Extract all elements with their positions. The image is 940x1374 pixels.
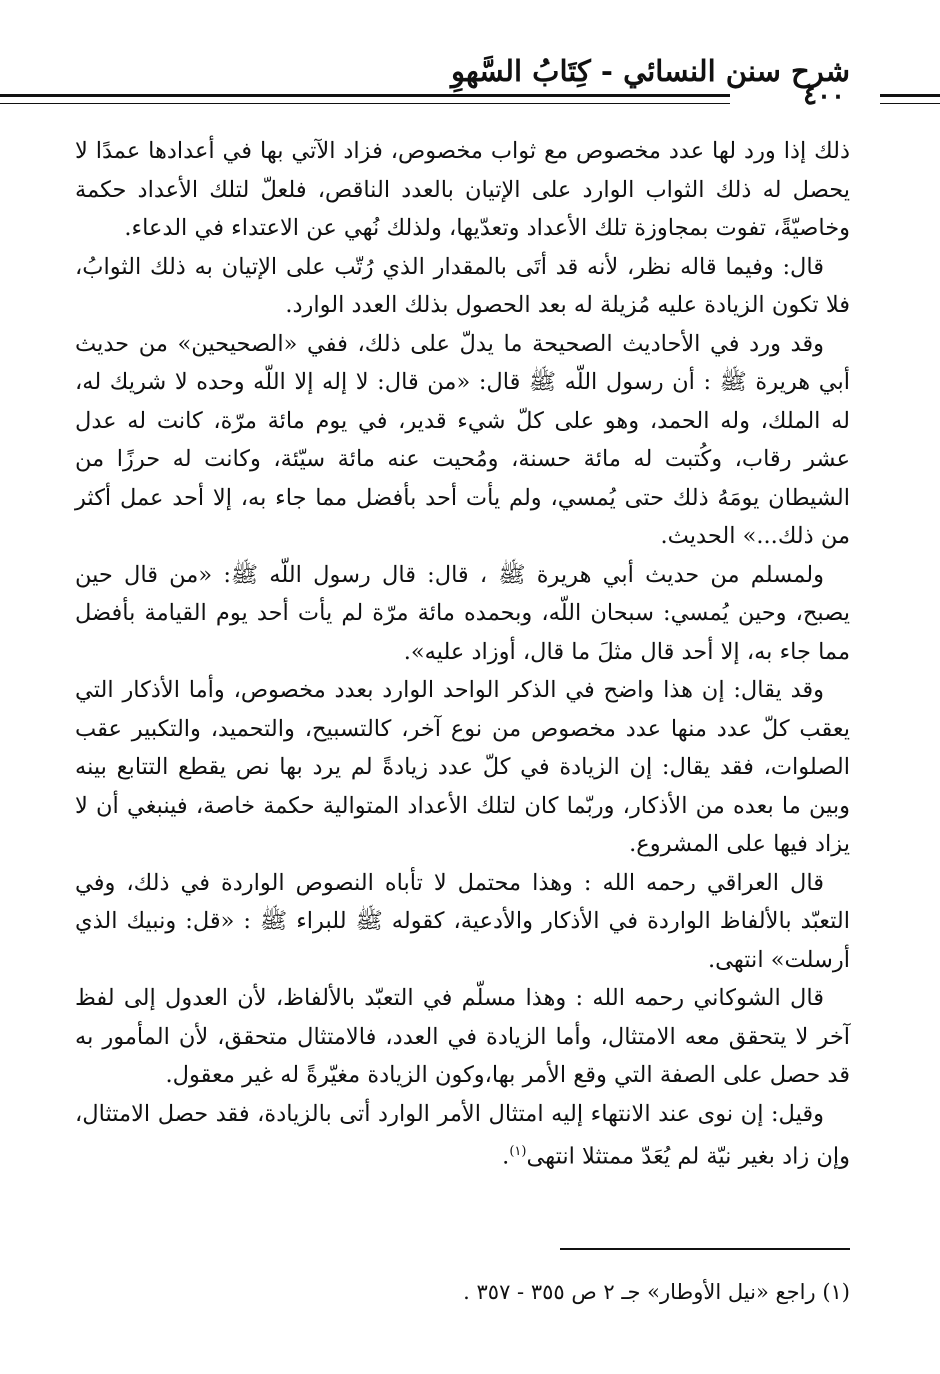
paragraph: قال: وفيما قاله نظر، لأنه قد أتَى بالمقدار الذي رُتّب على الإتيان به ذلك الثوابُ، فلا تكون الزيادة عليه مُزيلة له بعد الحصول بذلك العدد الوارد. — [75, 253, 850, 318]
footnote: (١) راجع «نيل الأوطار» جـ ٢ ص ٣٥٥ - ٣٥٧ . — [463, 1280, 850, 1304]
paragraph: قال الشوكاني رحمه الله : وهذا مسلّم في التعبّد بالألفاظ، لأن العدول إلى لفظ آخر لا يتحقق معه الامتثال، وأما الزيادة في العدد، فالامتثال متحقق، لأن المأمور به قد حصل على الصفة التي وقع الأمر بها،وكون الزيادة مغيّرةً له غير معقول. — [75, 985, 850, 1088]
running-title: شرح سنن النسائي - كِتَابُ السَّهوِ — [450, 54, 850, 88]
paragraph: ولمسلم من حديث أبي هريرة ﷺ ، قال: قال رسول اللّه ﷺ: «من قال حين يصبح، وحين يُمسي: سبحان اللّه، وبحمده مائة مرّة لم يأت أحد يوم القيامة بأفضل مما جاء به، إلا أحد قال مثلَ ما قال، أوزاد عليه». — [75, 561, 850, 665]
footnote-marker: (١) — [509, 1144, 527, 1159]
paragraph: وقد يقال: إن هذا واضح في الذكر الواحد الوارد بعدد مخصوص، وأما الأذكار التي يعقب كلّ عدد منها عدد مخصوص من نوع آخر، كالتسبيح، والتحميد، والتكبير عقب الصلوات، فقد يقال: إن الزيادة في كلّ عدد زيادةً لم يرد بها نص يقطع التتابع بينه وبين ما بعده من الأذكار، وربّما كان لتلك الأعداد المتوالية حكمة خاصة، فينبغي أن لا يزاد فيها على المشروع. — [75, 677, 850, 857]
paragraph: قال العراقي رحمه الله : وهذا محتمل لا تأباه النصوص الواردة في ذلك، وفي التعبّد بالألفاظ الواردة في الأذكار والأدعية، كقوله ﷺ للبراء ﷺ : «قل: ونبيك الذي أرسلت» انتهى. — [75, 869, 850, 973]
main-text — [75, 132, 850, 1176]
paragraph: وقد ورد في الأحاديث الصحيحة ما يدلّ على ذلك، ففي «الصحيحين» من حديث أبي هريرة ﷺ : أن رسول اللّه ﷺ قال: «من قال: لا إله إلا اللّه وحده لا شريك له، له الملك، وله الحمد، وهو على كلّ شيء قدير، في يوم مائة مرّة، كانت له عدل عشر رقاب، وكُتبت له مائة حسنة، ومُحيت عنه مائة سيّئة، وكانت له حرزًا من الشيطان يومَهُ ذلك حتى يُمسي، ولم يأت أحد بأفضل مما جاء به، إلا أحد عمل أكثر من ذلك...» الحديث. — [75, 330, 850, 549]
footnote-separator — [560, 1248, 850, 1250]
header-rule — [0, 94, 730, 104]
page-number: ٤٠٠ — [803, 81, 845, 111]
header-rule-short — [880, 94, 940, 104]
last-paragraph — [75, 1095, 850, 1177]
paragraph-text: وقيل: إن نوى عند الانتهاء إليه امتثال الأمر الوارد أتى بالزيادة، فقد حصل الامتثال، وإن زاد بغير نيّة لم يُعَدّ ممتثلا انتهى — [75, 1100, 850, 1170]
final-period: . — [502, 1143, 510, 1170]
paragraph: ذلك إذا ورد لها عدد مخصوص مع ثواب مخصوص، فزاد الآتي بها في أعدادها عمدًا لا يحصل له ذلك الثواب الوارد على الإتيان بالعدد الناقص، فلعلّ لتلك الأعداد حكمة وخاصيّةً، تفوت بمجاوزة تلك الأعداد وتعدّيها، ولذلك نُهي عن الاعتداء في الدعاء. — [75, 138, 850, 241]
